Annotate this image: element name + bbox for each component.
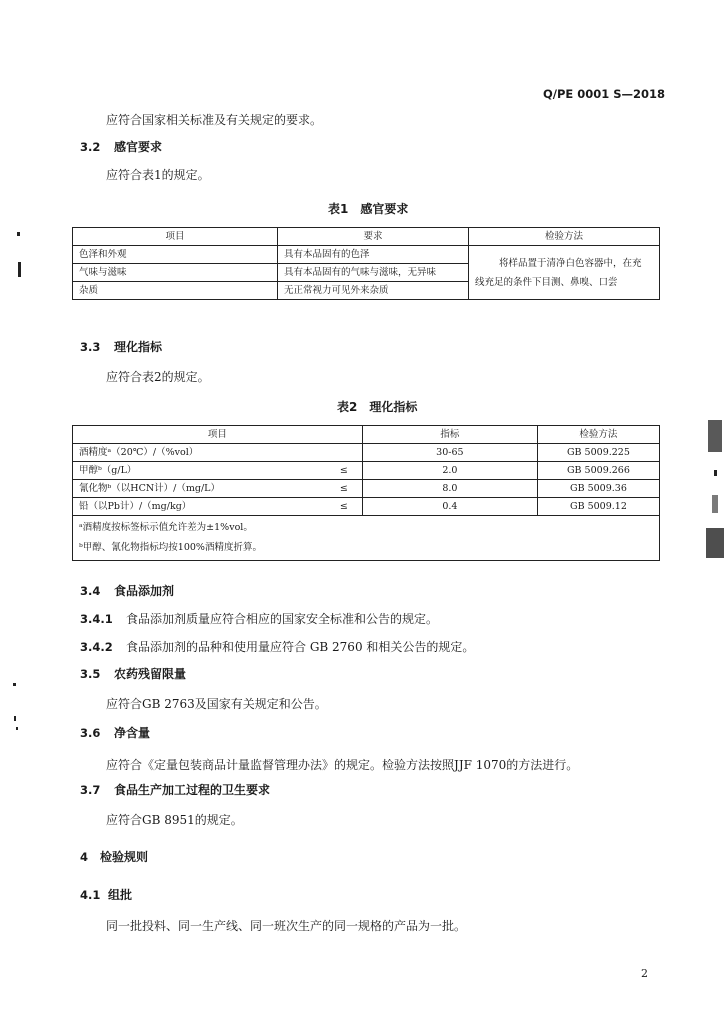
section-body: 应符合GB 2763及国家有关规定和公告。	[106, 697, 327, 711]
section-body: 应符合表2的规定。	[106, 370, 210, 384]
subsection-number: 3.4.2	[80, 640, 113, 654]
table-cell: GB 5009.12	[537, 498, 659, 516]
section-number: 3.2	[80, 140, 101, 154]
intro-paragraph: 应符合国家相关标准及有关规定的要求。	[106, 113, 323, 127]
table-cell: 氰化物ᵇ（以HCN计）/（mg/L）	[73, 480, 334, 498]
table-row	[73, 480, 660, 498]
table-cell-symbol: ≤	[334, 462, 363, 480]
section-number: 3.4	[80, 584, 101, 598]
table-notes	[73, 516, 660, 561]
table-cell: GB 5009.266	[537, 462, 659, 480]
section-title-physchem: 理化指标	[114, 340, 163, 354]
scan-speck	[712, 495, 718, 513]
subsection-body: 食品添加剂质量应符合相应的国家安全标准和公告的规定。	[126, 612, 439, 626]
subsection-body: 食品添加剂的品种和使用量应符合 GB 2760 和相关公告的规定。	[126, 640, 475, 654]
section-number: 4	[80, 850, 89, 864]
section-number: 4.1	[80, 888, 101, 902]
table-cell: 铅（以Pb计）/（mg/kg）	[73, 498, 334, 516]
section-title-additives: 食品添加剂	[114, 584, 175, 598]
table-cell: 8.0	[362, 480, 537, 498]
table-cell: 2.0	[362, 462, 537, 480]
table-cell: 0.4	[362, 498, 537, 516]
section-body: 同一批投料、同一生产线、同一班次生产的同一规格的产品为一批。	[106, 919, 467, 933]
table-cell: 色泽和外观	[73, 246, 278, 264]
table-cell-symbol: ≤	[334, 480, 363, 498]
table-cell: 无正常视力可见外来杂质	[278, 282, 469, 300]
table-header-cell: 要求	[278, 228, 469, 246]
table-row	[73, 462, 660, 480]
table-cell: GB 5009.225	[537, 444, 659, 462]
section-number: 3.3	[80, 340, 101, 354]
scan-speck	[18, 262, 21, 277]
table-cell: 气味与滋味	[73, 264, 278, 282]
table1-caption: 表1 感官要求	[328, 202, 409, 216]
table-header-cell: 检验方法	[469, 228, 660, 246]
table-note: ᵇ甲醇、氰化物指标均按100%酒精度折算。	[79, 542, 262, 553]
section-title-inspection: 检验规则	[100, 850, 149, 864]
table-row	[73, 498, 660, 516]
section-title-batch: 组批	[108, 888, 133, 902]
method-text: 将样品置于清净白色容器中，在充	[499, 257, 642, 269]
table-sensory	[72, 227, 660, 300]
table-header-cell: 检验方法	[537, 426, 659, 444]
method-text: 线充足的条件下目测、鼻嗅、口尝	[475, 276, 618, 288]
table-physchem	[72, 425, 660, 561]
section-number: 3.5	[80, 667, 101, 681]
scan-speck	[16, 727, 18, 730]
page-number: 2	[641, 967, 648, 980]
table-header-cell: 项目	[73, 426, 363, 444]
document-code: Q/PE 0001 S—2018	[543, 87, 666, 101]
table-header-cell: 项目	[73, 228, 278, 246]
section-title-sensory: 感官要求	[114, 140, 163, 154]
section-title-net-content: 净含量	[114, 726, 151, 740]
section-body: 应符合GB 8951的规定。	[106, 813, 243, 827]
table-row	[73, 444, 660, 462]
table-header-row	[73, 426, 660, 444]
table-notes-row	[73, 516, 660, 561]
scan-speck	[714, 470, 717, 476]
table-cell: 酒精度ᵃ（20℃）/（%vol）	[73, 444, 334, 462]
table-note: ᵃ酒精度按标签标示值允许差为±1%vol。	[79, 522, 253, 533]
table-cell: GB 5009.36	[537, 480, 659, 498]
subsection-number: 3.4.1	[80, 612, 113, 626]
section-title-pesticide: 农药残留限量	[114, 667, 187, 681]
scan-speck	[14, 716, 16, 721]
table-cell: 具有本品固有的色泽	[278, 246, 469, 264]
section-body: 应符合《定量包装商品计量监督管理办法》的规定。检验方法按照JJF 1070的方法进行。	[106, 758, 579, 772]
table-cell: 杂质	[73, 282, 278, 300]
table-cell: 甲醇ᵇ（g/L）	[73, 462, 334, 480]
scan-speck	[17, 232, 20, 236]
table-cell: 30-65	[362, 444, 537, 462]
scan-speck	[706, 528, 724, 558]
table-header-cell: 指标	[362, 426, 537, 444]
table-cell-symbol	[334, 444, 363, 462]
section-title-hygiene: 食品生产加工过程的卫生要求	[114, 783, 271, 797]
table-cell-method	[469, 246, 660, 300]
table2-caption: 表2 理化指标	[337, 400, 418, 414]
scan-speck	[708, 420, 722, 452]
section-number: 3.6	[80, 726, 101, 740]
table-cell: 具有本品固有的气味与滋味，无异味	[278, 264, 469, 282]
scan-speck	[13, 683, 16, 686]
section-number: 3.7	[80, 783, 101, 797]
table-cell-symbol: ≤	[334, 498, 363, 516]
table-header-row	[73, 228, 660, 246]
table-row	[73, 246, 660, 264]
section-body: 应符合表1的规定。	[106, 168, 210, 182]
